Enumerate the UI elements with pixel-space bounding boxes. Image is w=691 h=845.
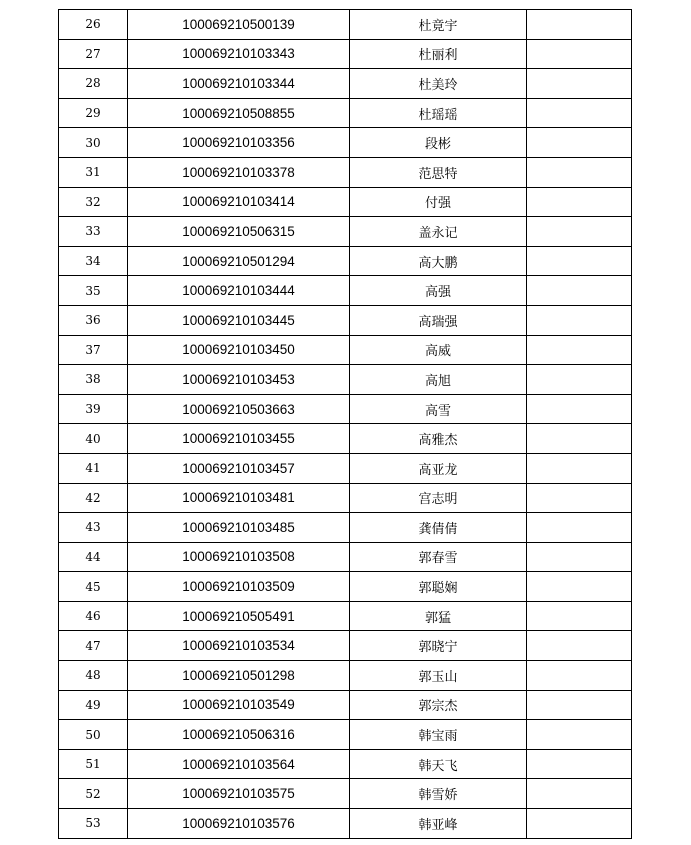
table-row — [59, 39, 632, 69]
remarks-cell — [527, 69, 632, 99]
row-number-cell: 32 — [59, 187, 128, 217]
candidate-id-cell: 100069210103455 — [128, 424, 350, 454]
row-number-cell: 36 — [59, 305, 128, 335]
candidate-id-cell: 100069210103509 — [128, 572, 350, 602]
remarks-cell — [527, 39, 632, 69]
row-number-cell: 44 — [59, 542, 128, 572]
remarks-cell — [527, 809, 632, 839]
remarks-cell — [527, 661, 632, 691]
table-row — [59, 809, 632, 839]
row-number-cell: 46 — [59, 601, 128, 631]
remarks-cell — [527, 157, 632, 187]
name-cell: 杜美玲 — [350, 69, 527, 99]
name-cell: 高瑞强 — [350, 305, 527, 335]
candidate-id-cell: 100069210501298 — [128, 661, 350, 691]
row-number-cell: 33 — [59, 217, 128, 247]
row-number-cell: 41 — [59, 453, 128, 483]
name-cell: 韩天飞 — [350, 749, 527, 779]
remarks-cell — [527, 572, 632, 602]
row-number-cell: 43 — [59, 513, 128, 543]
remarks-cell — [527, 513, 632, 543]
table-row — [59, 542, 632, 572]
row-number-cell: 29 — [59, 98, 128, 128]
table-row — [59, 217, 632, 247]
remarks-cell — [527, 749, 632, 779]
remarks-cell — [527, 276, 632, 306]
remarks-cell — [527, 601, 632, 631]
name-cell: 郭玉山 — [350, 661, 527, 691]
candidate-id-cell: 100069210501294 — [128, 246, 350, 276]
table-row — [59, 572, 632, 602]
table-row — [59, 601, 632, 631]
remarks-cell — [527, 453, 632, 483]
candidate-id-cell: 100069210103414 — [128, 187, 350, 217]
name-cell: 郭宗杰 — [350, 690, 527, 720]
table-row — [59, 720, 632, 750]
table-row — [59, 513, 632, 543]
name-cell: 郭聪娴 — [350, 572, 527, 602]
table-row — [59, 69, 632, 99]
table-row — [59, 10, 632, 40]
remarks-cell — [527, 10, 632, 40]
table-row — [59, 128, 632, 158]
name-cell: 段彬 — [350, 128, 527, 158]
table-row — [59, 453, 632, 483]
name-cell: 杜丽利 — [350, 39, 527, 69]
table-row — [59, 246, 632, 276]
row-number-cell: 51 — [59, 749, 128, 779]
candidate-id-cell: 100069210103549 — [128, 690, 350, 720]
table-row — [59, 483, 632, 513]
name-cell: 杜瑶瑶 — [350, 98, 527, 128]
row-number-cell: 34 — [59, 246, 128, 276]
candidate-id-cell: 100069210103344 — [128, 69, 350, 99]
remarks-cell — [527, 483, 632, 513]
candidate-id-cell: 100069210103445 — [128, 305, 350, 335]
candidate-id-cell: 100069210103453 — [128, 365, 350, 395]
remarks-cell — [527, 424, 632, 454]
candidate-id-cell: 100069210103444 — [128, 276, 350, 306]
table-row — [59, 157, 632, 187]
name-cell: 高威 — [350, 335, 527, 365]
candidate-id-cell: 100069210503663 — [128, 394, 350, 424]
row-number-cell: 39 — [59, 394, 128, 424]
remarks-cell — [527, 365, 632, 395]
table-row — [59, 276, 632, 306]
candidate-id-cell: 100069210103534 — [128, 631, 350, 661]
table-row — [59, 779, 632, 809]
candidate-id-cell: 100069210103450 — [128, 335, 350, 365]
remarks-cell — [527, 217, 632, 247]
row-number-cell: 40 — [59, 424, 128, 454]
remarks-cell — [527, 335, 632, 365]
row-number-cell: 27 — [59, 39, 128, 69]
name-cell: 郭春雪 — [350, 542, 527, 572]
remarks-cell — [527, 187, 632, 217]
table-row — [59, 424, 632, 454]
candidate-id-cell: 100069210506315 — [128, 217, 350, 247]
row-number-cell: 37 — [59, 335, 128, 365]
name-cell: 杜竟宇 — [350, 10, 527, 40]
name-cell: 高强 — [350, 276, 527, 306]
table-row — [59, 187, 632, 217]
candidate-id-cell: 100069210500139 — [128, 10, 350, 40]
candidate-id-cell: 100069210103481 — [128, 483, 350, 513]
candidate-id-cell: 100069210103576 — [128, 809, 350, 839]
name-cell: 高雅杰 — [350, 424, 527, 454]
table-row — [59, 690, 632, 720]
remarks-cell — [527, 305, 632, 335]
table-row — [59, 661, 632, 691]
table-row — [59, 305, 632, 335]
candidate-id-cell: 100069210505491 — [128, 601, 350, 631]
row-number-cell: 49 — [59, 690, 128, 720]
name-cell: 付强 — [350, 187, 527, 217]
row-number-cell: 50 — [59, 720, 128, 750]
name-cell: 高亚龙 — [350, 453, 527, 483]
table-row — [59, 365, 632, 395]
name-cell: 韩亚峰 — [350, 809, 527, 839]
candidate-id-cell: 100069210103508 — [128, 542, 350, 572]
table-row — [59, 631, 632, 661]
candidate-id-cell: 100069210103457 — [128, 453, 350, 483]
table-row — [59, 335, 632, 365]
name-cell: 高旭 — [350, 365, 527, 395]
name-cell: 韩雪娇 — [350, 779, 527, 809]
table-row — [59, 749, 632, 779]
remarks-cell — [527, 690, 632, 720]
candidate-id-cell: 100069210508855 — [128, 98, 350, 128]
table-row — [59, 98, 632, 128]
name-cell: 盖永记 — [350, 217, 527, 247]
name-cell: 韩宝雨 — [350, 720, 527, 750]
remarks-cell — [527, 720, 632, 750]
name-cell: 宫志明 — [350, 483, 527, 513]
row-number-cell: 28 — [59, 69, 128, 99]
candidate-id-cell: 100069210103564 — [128, 749, 350, 779]
remarks-cell — [527, 631, 632, 661]
row-number-cell: 35 — [59, 276, 128, 306]
roster-table — [58, 9, 632, 839]
candidate-id-cell: 100069210103575 — [128, 779, 350, 809]
row-number-cell: 53 — [59, 809, 128, 839]
candidate-id-cell: 100069210103485 — [128, 513, 350, 543]
name-cell: 高雪 — [350, 394, 527, 424]
row-number-cell: 47 — [59, 631, 128, 661]
row-number-cell: 38 — [59, 365, 128, 395]
remarks-cell — [527, 542, 632, 572]
row-number-cell: 48 — [59, 661, 128, 691]
row-number-cell: 30 — [59, 128, 128, 158]
row-number-cell: 31 — [59, 157, 128, 187]
remarks-cell — [527, 779, 632, 809]
roster-body — [59, 10, 632, 839]
candidate-id-cell: 100069210103343 — [128, 39, 350, 69]
name-cell: 郭晓宁 — [350, 631, 527, 661]
row-number-cell: 26 — [59, 10, 128, 40]
name-cell: 高大鹏 — [350, 246, 527, 276]
candidate-id-cell: 100069210103378 — [128, 157, 350, 187]
remarks-cell — [527, 128, 632, 158]
table-row — [59, 394, 632, 424]
row-number-cell: 42 — [59, 483, 128, 513]
name-cell: 范思特 — [350, 157, 527, 187]
name-cell: 龚倩倩 — [350, 513, 527, 543]
row-number-cell: 45 — [59, 572, 128, 602]
remarks-cell — [527, 394, 632, 424]
name-cell: 郭猛 — [350, 601, 527, 631]
remarks-cell — [527, 98, 632, 128]
row-number-cell: 52 — [59, 779, 128, 809]
candidate-id-cell: 100069210506316 — [128, 720, 350, 750]
remarks-cell — [527, 246, 632, 276]
candidate-id-cell: 100069210103356 — [128, 128, 350, 158]
